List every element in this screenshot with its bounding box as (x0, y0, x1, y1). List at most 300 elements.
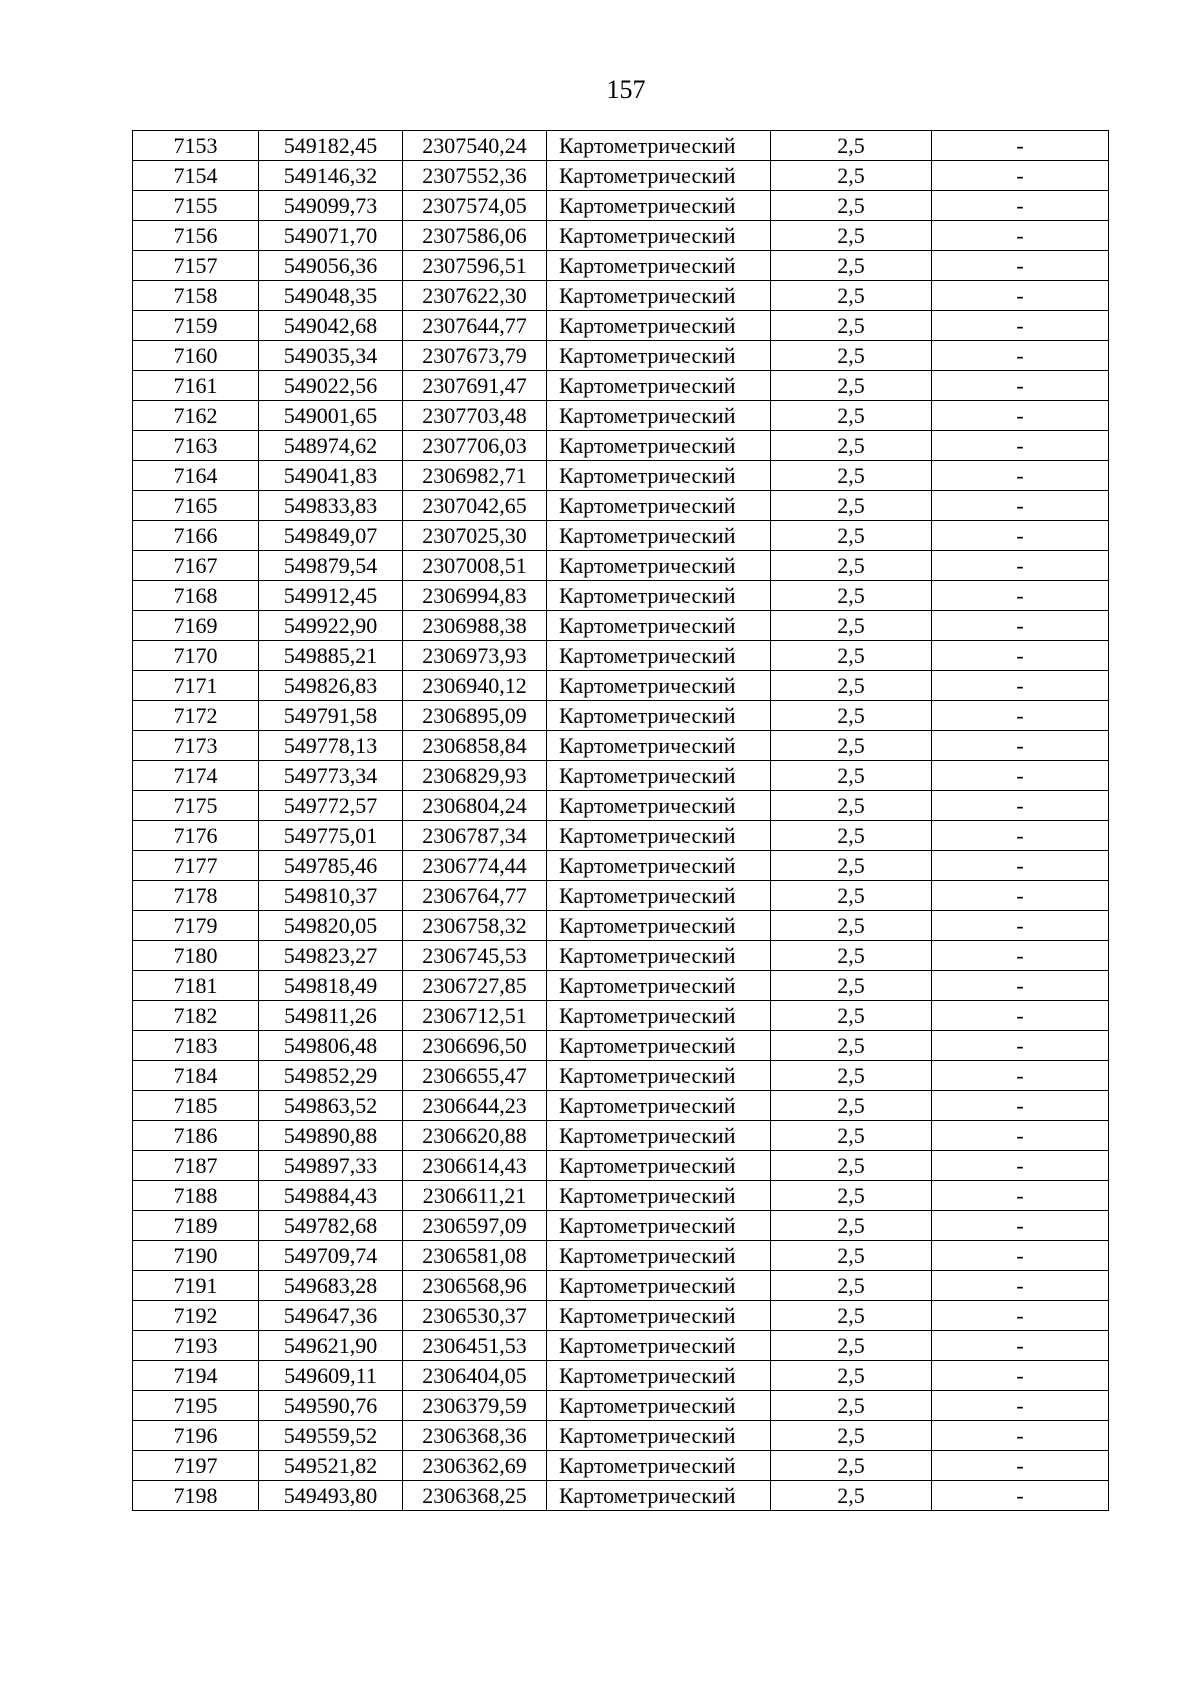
table-row (133, 671, 1109, 701)
x-coordinate-cell: 549791,58 (259, 701, 403, 731)
point-number-cell: 7180 (133, 941, 259, 971)
y-coordinate-cell: 2307706,03 (403, 431, 547, 461)
y-coordinate-cell: 2307596,51 (403, 251, 547, 281)
description-cell: - (932, 1361, 1109, 1391)
table-row (133, 1001, 1109, 1031)
method-cell: Картометрический (547, 1241, 771, 1271)
point-number-cell: 7174 (133, 761, 259, 791)
table-row (133, 701, 1109, 731)
table-row (133, 1421, 1109, 1451)
point-number-cell: 7184 (133, 1061, 259, 1091)
method-cell: Картометрический (547, 1181, 771, 1211)
description-cell: - (932, 251, 1109, 281)
method-cell: Картометрический (547, 1481, 771, 1511)
y-coordinate-cell: 2306696,50 (403, 1031, 547, 1061)
accuracy-cell: 2,5 (771, 611, 932, 641)
y-coordinate-cell: 2307552,36 (403, 161, 547, 191)
point-number-cell: 7187 (133, 1151, 259, 1181)
table-row (133, 401, 1109, 431)
y-coordinate-cell: 2306994,83 (403, 581, 547, 611)
table-row (133, 911, 1109, 941)
method-cell: Картометрический (547, 161, 771, 191)
table-row (133, 521, 1109, 551)
x-coordinate-cell: 549897,33 (259, 1151, 403, 1181)
y-coordinate-cell: 2307540,24 (403, 131, 547, 161)
y-coordinate-cell: 2307703,48 (403, 401, 547, 431)
y-coordinate-cell: 2306895,09 (403, 701, 547, 731)
y-coordinate-cell: 2306973,93 (403, 641, 547, 671)
table-row (133, 1451, 1109, 1481)
method-cell: Картометрический (547, 551, 771, 581)
method-cell: Картометрический (547, 281, 771, 311)
table-row (133, 131, 1109, 161)
accuracy-cell: 2,5 (771, 251, 932, 281)
y-coordinate-cell: 2306712,51 (403, 1001, 547, 1031)
accuracy-cell: 2,5 (771, 371, 932, 401)
description-cell: - (932, 161, 1109, 191)
point-number-cell: 7192 (133, 1301, 259, 1331)
description-cell: - (932, 1301, 1109, 1331)
point-number-cell: 7195 (133, 1391, 259, 1421)
x-coordinate-cell: 549182,45 (259, 131, 403, 161)
y-coordinate-cell: 2307025,30 (403, 521, 547, 551)
method-cell: Картометрический (547, 701, 771, 731)
table-row (133, 431, 1109, 461)
point-number-cell: 7190 (133, 1241, 259, 1271)
accuracy-cell: 2,5 (771, 941, 932, 971)
y-coordinate-cell: 2306644,23 (403, 1091, 547, 1121)
description-cell: - (932, 371, 1109, 401)
accuracy-cell: 2,5 (771, 791, 932, 821)
method-cell: Картометрический (547, 581, 771, 611)
description-cell: - (932, 791, 1109, 821)
description-cell: - (932, 1481, 1109, 1511)
accuracy-cell: 2,5 (771, 1331, 932, 1361)
x-coordinate-cell: 549099,73 (259, 191, 403, 221)
table-row (133, 1361, 1109, 1391)
method-cell: Картометрический (547, 1001, 771, 1031)
x-coordinate-cell: 549001,65 (259, 401, 403, 431)
method-cell: Картометрический (547, 971, 771, 1001)
table-row (133, 191, 1109, 221)
point-number-cell: 7173 (133, 731, 259, 761)
point-number-cell: 7189 (133, 1211, 259, 1241)
description-cell: - (932, 1211, 1109, 1241)
table-row (133, 611, 1109, 641)
y-coordinate-cell: 2306787,34 (403, 821, 547, 851)
method-cell: Картометрический (547, 911, 771, 941)
accuracy-cell: 2,5 (771, 1001, 932, 1031)
coordinates-table (132, 130, 1109, 1511)
point-number-cell: 7172 (133, 701, 259, 731)
method-cell: Картометрический (547, 1391, 771, 1421)
y-coordinate-cell: 2306451,53 (403, 1331, 547, 1361)
point-number-cell: 7166 (133, 521, 259, 551)
y-coordinate-cell: 2306727,85 (403, 971, 547, 1001)
method-cell: Картометрический (547, 1031, 771, 1061)
point-number-cell: 7188 (133, 1181, 259, 1211)
y-coordinate-cell: 2306362,69 (403, 1451, 547, 1481)
accuracy-cell: 2,5 (771, 1271, 932, 1301)
method-cell: Картометрический (547, 761, 771, 791)
y-coordinate-cell: 2306858,84 (403, 731, 547, 761)
point-number-cell: 7167 (133, 551, 259, 581)
x-coordinate-cell: 549775,01 (259, 821, 403, 851)
x-coordinate-cell: 549849,07 (259, 521, 403, 551)
table-row (133, 851, 1109, 881)
point-number-cell: 7181 (133, 971, 259, 1001)
method-cell: Картометрический (547, 1271, 771, 1301)
accuracy-cell: 2,5 (771, 911, 932, 941)
method-cell: Картометрический (547, 311, 771, 341)
accuracy-cell: 2,5 (771, 1391, 932, 1421)
accuracy-cell: 2,5 (771, 281, 932, 311)
method-cell: Картометрический (547, 251, 771, 281)
accuracy-cell: 2,5 (771, 1211, 932, 1241)
x-coordinate-cell: 549041,83 (259, 461, 403, 491)
accuracy-cell: 2,5 (771, 881, 932, 911)
x-coordinate-cell: 548974,62 (259, 431, 403, 461)
accuracy-cell: 2,5 (771, 761, 932, 791)
table-row (133, 551, 1109, 581)
point-number-cell: 7161 (133, 371, 259, 401)
description-cell: - (932, 1181, 1109, 1211)
y-coordinate-cell: 2306597,09 (403, 1211, 547, 1241)
table-row (133, 581, 1109, 611)
point-number-cell: 7193 (133, 1331, 259, 1361)
table-row (133, 161, 1109, 191)
accuracy-cell: 2,5 (771, 1031, 932, 1061)
description-cell: - (932, 1241, 1109, 1271)
table-row (133, 731, 1109, 761)
table-row (133, 281, 1109, 311)
description-cell: - (932, 131, 1109, 161)
point-number-cell: 7183 (133, 1031, 259, 1061)
y-coordinate-cell: 2306982,71 (403, 461, 547, 491)
table-row (133, 1031, 1109, 1061)
table-row (133, 461, 1109, 491)
table-row (133, 251, 1109, 281)
point-number-cell: 7154 (133, 161, 259, 191)
accuracy-cell: 2,5 (771, 521, 932, 551)
y-coordinate-cell: 2306988,38 (403, 611, 547, 641)
description-cell: - (932, 341, 1109, 371)
accuracy-cell: 2,5 (771, 401, 932, 431)
method-cell: Картометрический (547, 431, 771, 461)
y-coordinate-cell: 2306581,08 (403, 1241, 547, 1271)
x-coordinate-cell: 549833,83 (259, 491, 403, 521)
method-cell: Картометрический (547, 1091, 771, 1121)
x-coordinate-cell: 549782,68 (259, 1211, 403, 1241)
x-coordinate-cell: 549048,35 (259, 281, 403, 311)
accuracy-cell: 2,5 (771, 821, 932, 851)
accuracy-cell: 2,5 (771, 1151, 932, 1181)
method-cell: Картометрический (547, 371, 771, 401)
x-coordinate-cell: 549559,52 (259, 1421, 403, 1451)
y-coordinate-cell: 2307691,47 (403, 371, 547, 401)
point-number-cell: 7162 (133, 401, 259, 431)
x-coordinate-cell: 549811,26 (259, 1001, 403, 1031)
table-row (133, 821, 1109, 851)
x-coordinate-cell: 549863,52 (259, 1091, 403, 1121)
table-row (133, 641, 1109, 671)
description-cell: - (932, 281, 1109, 311)
point-number-cell: 7171 (133, 671, 259, 701)
description-cell: - (932, 1421, 1109, 1451)
method-cell: Картометрический (547, 1151, 771, 1181)
description-cell: - (932, 851, 1109, 881)
point-number-cell: 7165 (133, 491, 259, 521)
accuracy-cell: 2,5 (771, 731, 932, 761)
accuracy-cell: 2,5 (771, 1451, 932, 1481)
accuracy-cell: 2,5 (771, 1061, 932, 1091)
method-cell: Картометрический (547, 461, 771, 491)
description-cell: - (932, 731, 1109, 761)
y-coordinate-cell: 2307586,06 (403, 221, 547, 251)
accuracy-cell: 2,5 (771, 341, 932, 371)
table-row (133, 1151, 1109, 1181)
table-row (133, 371, 1109, 401)
x-coordinate-cell: 549042,68 (259, 311, 403, 341)
x-coordinate-cell: 549912,45 (259, 581, 403, 611)
y-coordinate-cell: 2307042,65 (403, 491, 547, 521)
x-coordinate-cell: 549879,54 (259, 551, 403, 581)
method-cell: Картометрический (547, 1301, 771, 1331)
description-cell: - (932, 1031, 1109, 1061)
table-row (133, 881, 1109, 911)
table-row (133, 1391, 1109, 1421)
x-coordinate-cell: 549778,13 (259, 731, 403, 761)
table-row (133, 311, 1109, 341)
accuracy-cell: 2,5 (771, 1121, 932, 1151)
x-coordinate-cell: 549818,49 (259, 971, 403, 1001)
description-cell: - (932, 1151, 1109, 1181)
description-cell: - (932, 641, 1109, 671)
method-cell: Картометрический (547, 131, 771, 161)
method-cell: Картометрический (547, 1061, 771, 1091)
y-coordinate-cell: 2306368,36 (403, 1421, 547, 1451)
description-cell: - (932, 551, 1109, 581)
method-cell: Картометрический (547, 401, 771, 431)
point-number-cell: 7182 (133, 1001, 259, 1031)
description-cell: - (932, 581, 1109, 611)
x-coordinate-cell: 549056,36 (259, 251, 403, 281)
x-coordinate-cell: 549521,82 (259, 1451, 403, 1481)
point-number-cell: 7198 (133, 1481, 259, 1511)
accuracy-cell: 2,5 (771, 1091, 932, 1121)
table-row (133, 1091, 1109, 1121)
accuracy-cell: 2,5 (771, 461, 932, 491)
description-cell: - (932, 611, 1109, 641)
point-number-cell: 7186 (133, 1121, 259, 1151)
accuracy-cell: 2,5 (771, 1301, 932, 1331)
y-coordinate-cell: 2307008,51 (403, 551, 547, 581)
method-cell: Картометрический (547, 1211, 771, 1241)
accuracy-cell: 2,5 (771, 1241, 932, 1271)
accuracy-cell: 2,5 (771, 131, 932, 161)
point-number-cell: 7196 (133, 1421, 259, 1451)
table-row (133, 941, 1109, 971)
table-row (133, 1301, 1109, 1331)
point-number-cell: 7197 (133, 1451, 259, 1481)
accuracy-cell: 2,5 (771, 641, 932, 671)
y-coordinate-cell: 2307622,30 (403, 281, 547, 311)
description-cell: - (932, 1001, 1109, 1031)
accuracy-cell: 2,5 (771, 1181, 932, 1211)
table-row (133, 1211, 1109, 1241)
x-coordinate-cell: 549823,27 (259, 941, 403, 971)
method-cell: Картометрический (547, 611, 771, 641)
x-coordinate-cell: 549609,11 (259, 1361, 403, 1391)
x-coordinate-cell: 549493,80 (259, 1481, 403, 1511)
x-coordinate-cell: 549146,32 (259, 161, 403, 191)
point-number-cell: 7155 (133, 191, 259, 221)
table-row (133, 1181, 1109, 1211)
x-coordinate-cell: 549826,83 (259, 671, 403, 701)
description-cell: - (932, 461, 1109, 491)
point-number-cell: 7194 (133, 1361, 259, 1391)
x-coordinate-cell: 549709,74 (259, 1241, 403, 1271)
point-number-cell: 7175 (133, 791, 259, 821)
y-coordinate-cell: 2306568,96 (403, 1271, 547, 1301)
description-cell: - (932, 971, 1109, 1001)
y-coordinate-cell: 2306829,93 (403, 761, 547, 791)
description-cell: - (932, 1331, 1109, 1361)
accuracy-cell: 2,5 (771, 671, 932, 701)
y-coordinate-cell: 2306655,47 (403, 1061, 547, 1091)
point-number-cell: 7153 (133, 131, 259, 161)
x-coordinate-cell: 549683,28 (259, 1271, 403, 1301)
method-cell: Картометрический (547, 821, 771, 851)
accuracy-cell: 2,5 (771, 431, 932, 461)
point-number-cell: 7163 (133, 431, 259, 461)
table-row (133, 1241, 1109, 1271)
point-number-cell: 7191 (133, 1271, 259, 1301)
y-coordinate-cell: 2306530,37 (403, 1301, 547, 1331)
description-cell: - (932, 521, 1109, 551)
description-cell: - (932, 1061, 1109, 1091)
description-cell: - (932, 1391, 1109, 1421)
accuracy-cell: 2,5 (771, 971, 932, 1001)
y-coordinate-cell: 2306404,05 (403, 1361, 547, 1391)
y-coordinate-cell: 2306368,25 (403, 1481, 547, 1511)
accuracy-cell: 2,5 (771, 551, 932, 581)
point-number-cell: 7176 (133, 821, 259, 851)
y-coordinate-cell: 2306758,32 (403, 911, 547, 941)
accuracy-cell: 2,5 (771, 581, 932, 611)
method-cell: Картометрический (547, 881, 771, 911)
method-cell: Картометрический (547, 191, 771, 221)
page-number: 157 (606, 75, 646, 104)
y-coordinate-cell: 2306774,44 (403, 851, 547, 881)
table-row (133, 491, 1109, 521)
point-number-cell: 7168 (133, 581, 259, 611)
point-number-cell: 7158 (133, 281, 259, 311)
description-cell: - (932, 911, 1109, 941)
table-row (133, 761, 1109, 791)
description-cell: - (932, 881, 1109, 911)
description-cell: - (932, 431, 1109, 461)
description-cell: - (932, 1271, 1109, 1301)
y-coordinate-cell: 2307644,77 (403, 311, 547, 341)
method-cell: Картометрический (547, 1331, 771, 1361)
method-cell: Картометрический (547, 1421, 771, 1451)
accuracy-cell: 2,5 (771, 161, 932, 191)
accuracy-cell: 2,5 (771, 851, 932, 881)
point-number-cell: 7169 (133, 611, 259, 641)
method-cell: Картометрический (547, 791, 771, 821)
description-cell: - (932, 701, 1109, 731)
x-coordinate-cell: 549647,36 (259, 1301, 403, 1331)
point-number-cell: 7170 (133, 641, 259, 671)
accuracy-cell: 2,5 (771, 191, 932, 221)
point-number-cell: 7179 (133, 911, 259, 941)
y-coordinate-cell: 2306804,24 (403, 791, 547, 821)
point-number-cell: 7157 (133, 251, 259, 281)
point-number-cell: 7159 (133, 311, 259, 341)
x-coordinate-cell: 549890,88 (259, 1121, 403, 1151)
method-cell: Картометрический (547, 1361, 771, 1391)
x-coordinate-cell: 549820,05 (259, 911, 403, 941)
method-cell: Картометрический (547, 731, 771, 761)
point-number-cell: 7178 (133, 881, 259, 911)
method-cell: Картометрический (547, 1451, 771, 1481)
table-row (133, 791, 1109, 821)
description-cell: - (932, 1451, 1109, 1481)
x-coordinate-cell: 549071,70 (259, 221, 403, 251)
x-coordinate-cell: 549621,90 (259, 1331, 403, 1361)
y-coordinate-cell: 2306620,88 (403, 1121, 547, 1151)
accuracy-cell: 2,5 (771, 221, 932, 251)
accuracy-cell: 2,5 (771, 311, 932, 341)
point-number-cell: 7164 (133, 461, 259, 491)
y-coordinate-cell: 2306379,59 (403, 1391, 547, 1421)
x-coordinate-cell: 549022,56 (259, 371, 403, 401)
method-cell: Картометрический (547, 491, 771, 521)
method-cell: Картометрический (547, 851, 771, 881)
y-coordinate-cell: 2306940,12 (403, 671, 547, 701)
y-coordinate-cell: 2306611,21 (403, 1181, 547, 1211)
description-cell: - (932, 1091, 1109, 1121)
coordinates-table-body (133, 131, 1109, 1511)
method-cell: Картометрический (547, 221, 771, 251)
point-number-cell: 7160 (133, 341, 259, 371)
method-cell: Картометрический (547, 941, 771, 971)
method-cell: Картометрический (547, 671, 771, 701)
x-coordinate-cell: 549035,34 (259, 341, 403, 371)
x-coordinate-cell: 549885,21 (259, 641, 403, 671)
x-coordinate-cell: 549810,37 (259, 881, 403, 911)
y-coordinate-cell: 2306764,77 (403, 881, 547, 911)
point-number-cell: 7185 (133, 1091, 259, 1121)
x-coordinate-cell: 549884,43 (259, 1181, 403, 1211)
table-row (133, 1481, 1109, 1511)
accuracy-cell: 2,5 (771, 1361, 932, 1391)
x-coordinate-cell: 549772,57 (259, 791, 403, 821)
accuracy-cell: 2,5 (771, 491, 932, 521)
point-number-cell: 7156 (133, 221, 259, 251)
x-coordinate-cell: 549773,34 (259, 761, 403, 791)
x-coordinate-cell: 549785,46 (259, 851, 403, 881)
table-row (133, 1331, 1109, 1361)
description-cell: - (932, 821, 1109, 851)
description-cell: - (932, 671, 1109, 701)
accuracy-cell: 2,5 (771, 1421, 932, 1451)
x-coordinate-cell: 549922,90 (259, 611, 403, 641)
table-row (133, 221, 1109, 251)
table-row (133, 1061, 1109, 1091)
y-coordinate-cell: 2307574,05 (403, 191, 547, 221)
